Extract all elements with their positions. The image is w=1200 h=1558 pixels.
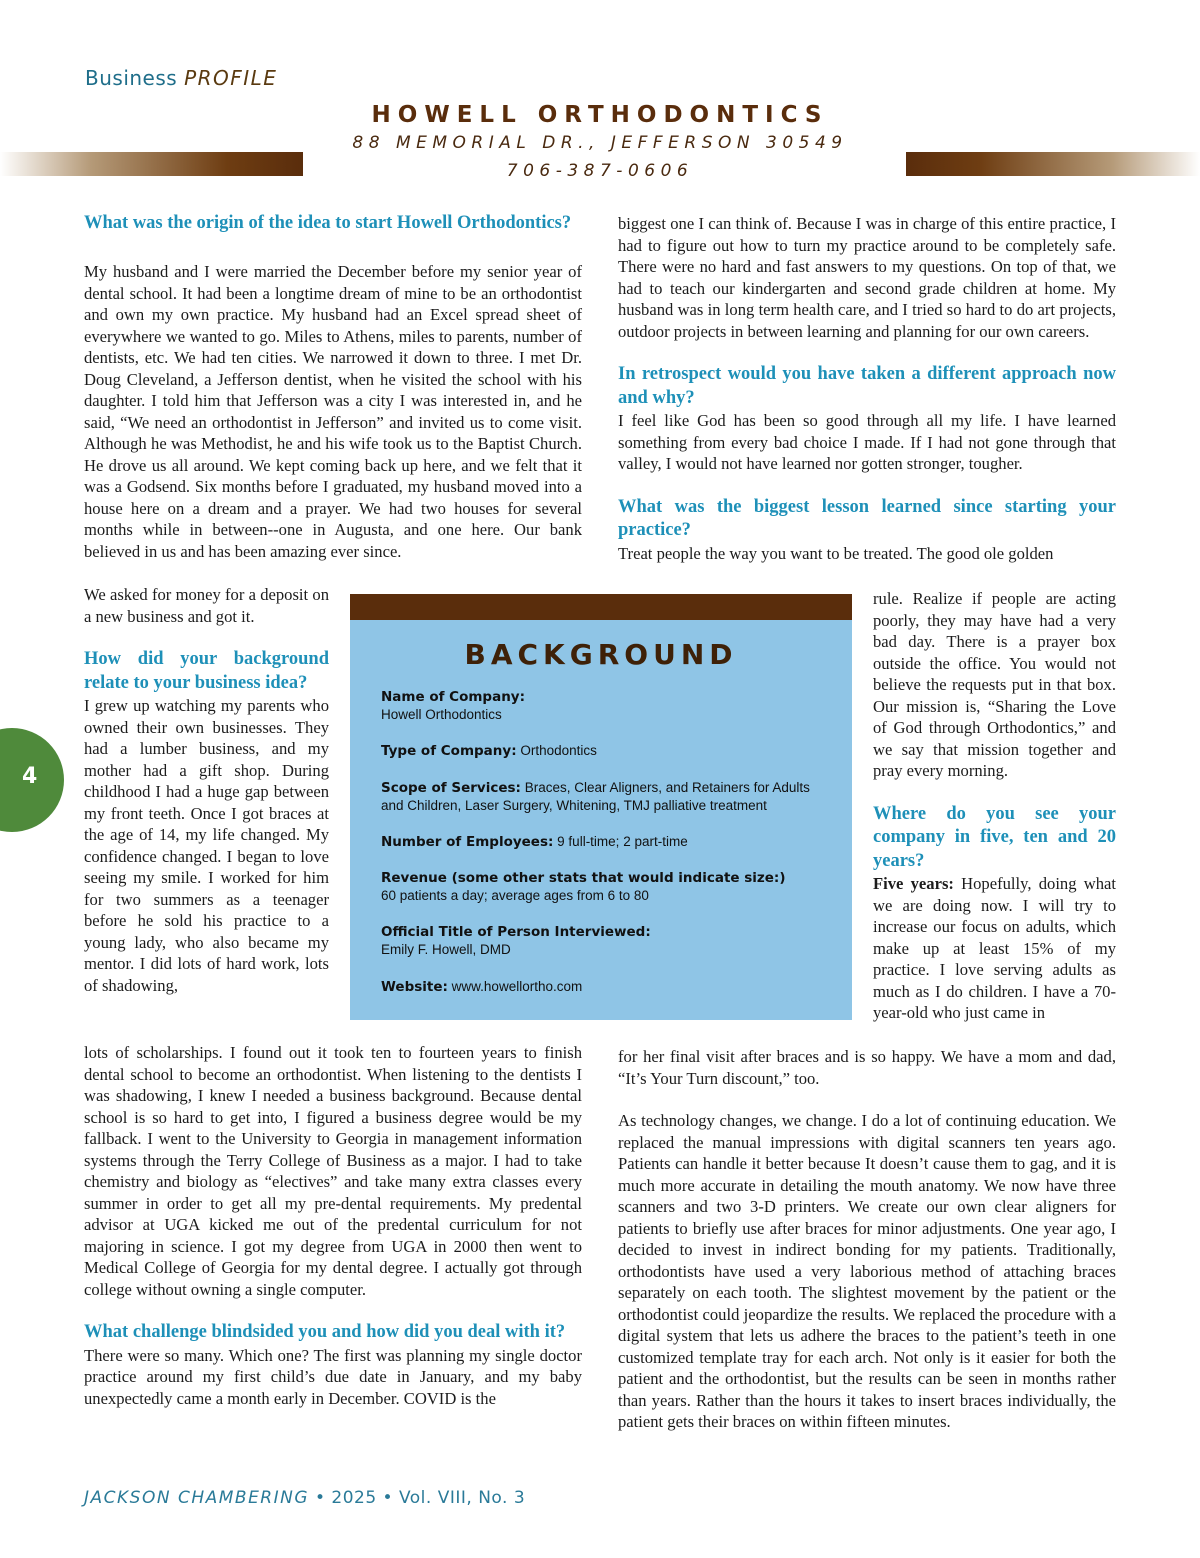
background-interviewee — [381, 923, 831, 959]
q5-answer-wide: Treat people the way you want to be treated. The good ole golden — [618, 543, 1054, 563]
section-label-profile: PROFILE — [184, 66, 278, 90]
scope-value: Braces, Clear Aligners, and Retainers for Adults and Children, Laser Surgery, Whitening, TMJ palliative treatment — [381, 780, 810, 813]
q6-answer-narrow-text: Hopefully, doing what we are doing now. I will try to increase our focus on adults, which make up at least 15% of my practice. I love serving adults as much as I do children. I have a 70-year-old who just came in — [873, 874, 1116, 1022]
website-link[interactable]: www.howellortho.com — [451, 979, 583, 994]
q1-answer-text: My husband and I were married the December before my senior year of dental school. It had been a longtime dream of mine to be an orthodontist and own my own practice. My husband had an Excel spread sheet of everywhere we wanted to go. Miles to Athens, miles to parents, number of dentists, etc. We had ten cities. We narrowed it down to three. I met Dr. Doug Cleveland, a Jefferson dentist, when he visited the school with his daughter. I told him that Jefferson was a city I was interested in, and he said, “We need an orthodontist in Jefferson” and invited us to come visit. Although he was Methodist, he and his wife took us to the Baptist Church. He drove us all around. We kept coming back up here, and we felt that it was a Godsend. Six months before I graduated, my husband moved into a house here on a dream and a prayer. We had two houses for several months while in between--one in Augusta, and one here. Our bank believed in us and has been amazing ever since. — [84, 262, 582, 561]
q4-question: In retrospect would you have taken a different approach now and why? — [618, 364, 1116, 408]
q6-lead: Five years: — [873, 874, 954, 893]
q1-answer-wide — [84, 261, 582, 562]
left-bottom-column — [84, 1042, 582, 1409]
q1-block — [84, 212, 582, 236]
company-phone: 706-387-0606 — [506, 161, 694, 181]
interviewee-label: Official Title of Person Interviewed: — [381, 924, 651, 940]
q5-answer-narrow: rule. Realize if people are acting poorly, they may have had a very bad day. There is a prayer box outside the office. You would not believe the requests put in that box. Our mission is, “Sharing the Love of God through Orthodontics,” and we say that mission together and pray every morning. — [873, 589, 1116, 780]
scope-label: Scope of Services: — [381, 780, 521, 796]
q3-answer-left: There were so many. Which one? The first was planning my single doctor practice around my first child’s due date in January, and my baby unexpectedly came a month early in December. COVID is the — [84, 1345, 582, 1408]
background-title: BACKGROUND — [464, 638, 738, 671]
page-number: 4 — [22, 764, 38, 789]
q6-answer-narrow — [873, 873, 1116, 1024]
company-label: Name of Company: — [381, 689, 526, 705]
section-label-business: Business — [85, 66, 178, 90]
q6-question: Where do you see your company in five, ten and 20 years? — [873, 803, 1116, 871]
interviewee-value: Emily F. Howell, DMD — [381, 942, 511, 957]
right-top-column — [618, 213, 1116, 564]
q5-question: What was the biggest lesson learned since starting your practice? — [618, 496, 1116, 540]
background-revenue — [381, 869, 831, 905]
footer-issue: 2025 • Vol. VIII, No. 3 — [331, 1488, 526, 1508]
header-rule-left — [0, 152, 303, 176]
q4-answer: I feel like God has been so good through all my life. I have learned something from every bad choice I made. If I had not gone through that valley, I would not have learned nor gotten stronger, tougher. — [618, 411, 1116, 473]
background-website — [381, 978, 831, 996]
background-company — [381, 688, 831, 724]
q2-answer-wide: lots of scholarships. I found out it took ten to fourteen years to finish dental school to become an orthodontist. When listening to the dentists I was shadowing, I knew I needed a business background. Because dental school is so hard to get into, I figured a business degree would be my fallback. I went to the University to Georgia in management information systems through the Terry College of Business as a major. I had to take chemistry and biology as “electives” and take many extra classes every summer in order to get all my pre-dental requirements. My predental advisor at UGA kicked me out of the predental curriculum for not majoring in science. I got my degree from UGA in 2000 then went to Medical College of Georgia for my dental degree. I actually got through college without owning a single computer. — [84, 1043, 582, 1299]
q6-answer-wide: for her final visit after braces and is so happy. We have a mom and dad, “It’s Your Turn discount,” too. — [618, 1047, 1116, 1088]
q1-question: What was the origin of the idea to start Howell Orthodontics? — [84, 213, 572, 233]
type-label: Type of Company: — [381, 743, 517, 759]
website-label: Website: — [381, 979, 448, 995]
revenue-label: Revenue (some other stats that would indicate size:) — [381, 870, 786, 886]
employees-label: Number of Employees: — [381, 834, 554, 850]
q2-answer-narrow: I grew up watching my parents who owned their own businesses. They had a lumber business, and my mother had a gift shop. During childhood I had a huge gap between my front teeth. Once I got braces at the age of 14, my life changed. My confidence changed. I began to love seeing my smile. I worked for him for two summers as a teenager before he sold his practice to a young lady, who also became my mentor. I did lots of hard work, lots of shadowing, — [84, 696, 329, 995]
company-value: Howell Orthodontics — [381, 707, 502, 722]
footer-separator: • — [314, 1488, 326, 1508]
q3-question: What challenge blindsided you and how did you deal with it? — [84, 1322, 566, 1342]
background-scope — [381, 779, 831, 815]
footer-magazine: JACKSON CHAMBERING — [84, 1488, 310, 1508]
section-label — [85, 66, 277, 90]
q6-paragraph2: As technology changes, we change. I do a lot of continuing education. We replaced the manual impressions with digital scanners ten years ago. Patients can handle it better because It doesn’t cause them to gag, and it is much more accurate in detailing the mouth anatomy. We now have three scanners and two 3-D printers. We create our own clear aligners for patients to briefly use after braces for minor adjustments. One year ago, I decided to invest in indirect bonding for my patients. Traditionally, orthodontists have used a very laborious method of attaching braces separately on each tooth. The slightest movement by the patient or the orthodontist could jeopardize the results. We replaced the procedure with a digital system that lets us adhere the braces to the patient’s teeth in one customized template tray for each arch. Not only is it easier for both the patient and the orthodontist, but the results can be seen in months rather than years. Rather than the hours it takes to insert braces individually, the patient gets their braces on within fifteen minutes. — [618, 1111, 1116, 1431]
background-type — [381, 742, 831, 760]
q1-answer-narrow: We asked for money for a deposit on a new business and got it. — [84, 585, 329, 626]
q3-answer-right: biggest one I can think of. Because I was in charge of this entire practice, I had to figure out how to turn my practice around to be completely safe. There were no hard and fast answers to my questions. On top of that, we had to teach our kindergarten and second grade children at home. My husband was in long term health care, and I tried so hard to do art projects, outdoor projects in between learning and planning for our own careers. — [618, 214, 1116, 341]
employees-value: 9 full-time; 2 part-time — [557, 834, 688, 849]
q2-question: How did your background relate to your business idea? — [84, 649, 329, 693]
right-bottom-column — [618, 1046, 1116, 1433]
header-rule-right — [906, 152, 1200, 176]
type-value: Orthodontics — [520, 743, 597, 758]
right-narrow-column — [873, 588, 1116, 1024]
footer — [84, 1488, 525, 1508]
background-employees — [381, 833, 831, 851]
background-box — [350, 594, 852, 1020]
company-address: 88 MEMORIAL DR., JEFFERSON 30549 — [352, 133, 848, 153]
left-narrow-column — [84, 584, 329, 996]
company-name: HOWELL ORTHODONTICS — [371, 102, 829, 128]
background-box-header-bar — [350, 594, 852, 620]
revenue-value: 60 patients a day; average ages from 6 to 80 — [381, 888, 649, 903]
